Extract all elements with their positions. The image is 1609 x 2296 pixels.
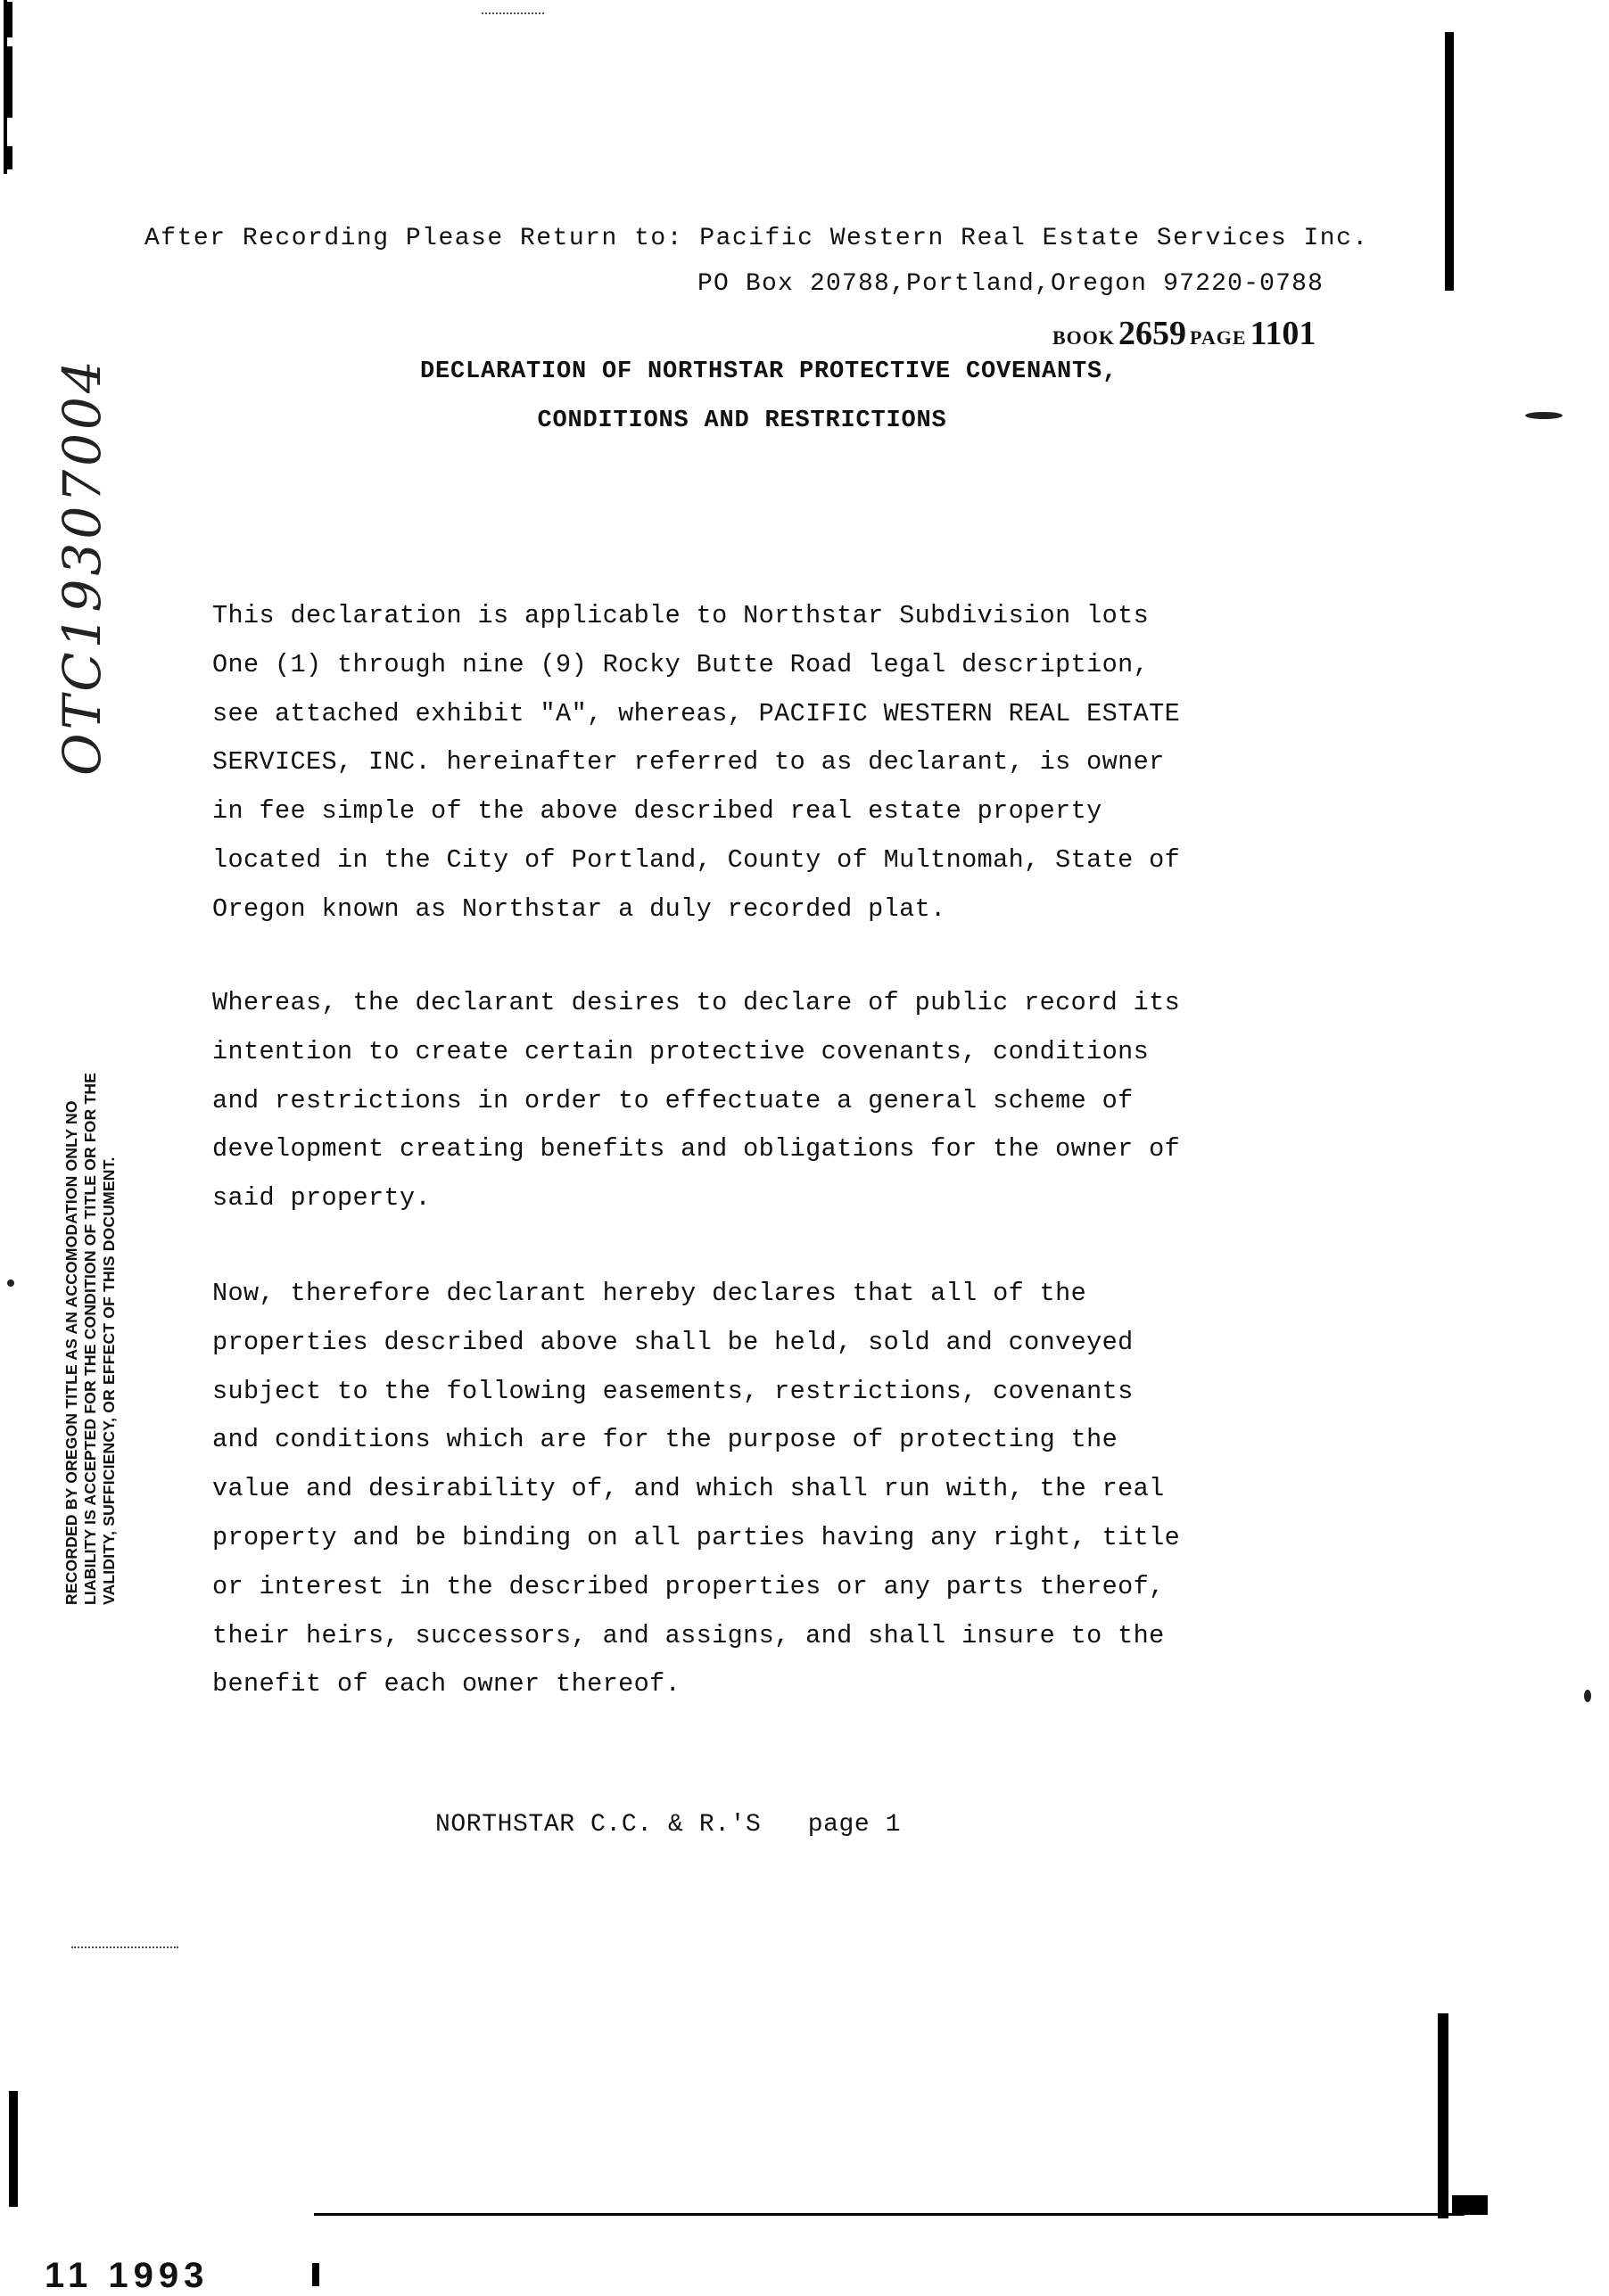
date-stamp: 11 1993 xyxy=(45,2256,210,2295)
page-number: 1101 xyxy=(1250,315,1316,352)
scan-mark xyxy=(9,2091,18,2207)
paragraph-line: see attached exhibit "A", whereas, PACIFIC WESTERN REAL ESTATE xyxy=(212,698,1181,728)
scan-dot xyxy=(1584,1690,1591,1702)
document-title-line2: CONDITIONS AND RESTRICTIONS xyxy=(537,407,947,434)
book-number: 2659 xyxy=(1118,315,1187,352)
recording-stamp xyxy=(62,1034,119,1605)
paragraph-line: intention to create certain protective covenants, conditions xyxy=(212,1036,1150,1066)
paragraph-line: properties described above shall be held, sold and conveyed xyxy=(212,1327,1134,1357)
bottom-rule xyxy=(314,2213,1465,2216)
recording-stamp-line: LIABILITY IS ACCEPTED FOR THE CONDITION OF TITLE OR FOR THE xyxy=(81,1072,99,1605)
paragraph-whereas xyxy=(212,979,1283,1223)
scan-mark xyxy=(4,0,7,174)
paragraph-line: benefit of each owner thereof. xyxy=(212,1669,681,1699)
paragraph-line: This declaration is applicable to Northstar Subdivision lots xyxy=(212,601,1150,630)
recording-stamp-line: RECORDED BY OREGON TITLE AS AN ACCOMODATION ONLY NO xyxy=(62,1100,80,1605)
paragraph-line: Now, therefore declarant hereby declares that all of the xyxy=(212,1279,1087,1308)
paragraph-line: or interest in the described properties or any parts thereof, xyxy=(212,1571,1165,1601)
paragraph-declaration xyxy=(212,592,1283,934)
paragraph-line: property and be binding on all parties having any right, title xyxy=(212,1522,1181,1552)
scan-mark xyxy=(1445,32,1454,291)
paragraph-line: SERVICES, INC. hereinafter referred to as declarant, is owner xyxy=(212,747,1165,778)
paragraph-line: and restrictions in order to effectuate a general scheme of xyxy=(212,1085,1134,1115)
scan-mark xyxy=(312,2263,319,2286)
scan-dash xyxy=(482,12,544,14)
paragraph-line: and conditions which are for the purpose of protecting the xyxy=(212,1425,1118,1455)
paragraph-line: located in the City of Portland, County of Multnomah, State of xyxy=(212,844,1181,875)
scan-dash xyxy=(71,1946,178,1948)
scan-mark xyxy=(1438,2013,1448,2218)
book-page-reference xyxy=(1052,314,1316,353)
footer-doc-label: NORTHSTAR C.C. & R.'S xyxy=(435,1811,762,1839)
paragraph-now-therefore xyxy=(212,1270,1283,1709)
document-title-line1: DECLARATION OF NORTHSTAR PROTECTIVE COVENANTS, xyxy=(419,358,1118,385)
paragraph-line: their heirs, successors, and assigns, and shall insure to the xyxy=(212,1620,1165,1650)
book-label: BOOK xyxy=(1052,326,1116,349)
paragraph-line: development creating benefits and obligations for the owner of xyxy=(212,1134,1181,1164)
footer-page-number: page 1 xyxy=(807,1811,902,1839)
paragraph-line: value and desirability of, and which shall run with, the real xyxy=(212,1474,1165,1504)
scan-mark xyxy=(1452,2195,1488,2215)
paragraph-line: One (1) through nine (9) Rocky Butte Road legal description, xyxy=(212,649,1150,679)
return-address-line: After Recording Please Return to: Pacific Western Real Estate Services Inc. xyxy=(144,225,1369,252)
paragraph-line: Whereas, the declarant desires to declare of public record its xyxy=(212,988,1181,1017)
recording-stamp-line: VALIDITY, SUFFICIENCY, OR EFFECT OF THIS DOCUMENT. xyxy=(100,1156,118,1605)
paragraph-line: Oregon known as Northstar a duly recorded plat. xyxy=(212,893,946,924)
paragraph-line: subject to the following easements, restrictions, covenants xyxy=(212,1376,1134,1406)
page-label: PAGE xyxy=(1190,326,1247,349)
page-footer xyxy=(435,1811,901,1839)
return-po-box-line: PO Box 20788,Portland,Oregon 97220-0788 xyxy=(697,270,1324,298)
paragraph-line: said property. xyxy=(212,1183,432,1214)
scan-dot xyxy=(7,1280,14,1287)
handwritten-note: OTC19307004 xyxy=(52,357,112,776)
paragraph-line: in fee simple of the above described real estate property xyxy=(212,796,1102,827)
